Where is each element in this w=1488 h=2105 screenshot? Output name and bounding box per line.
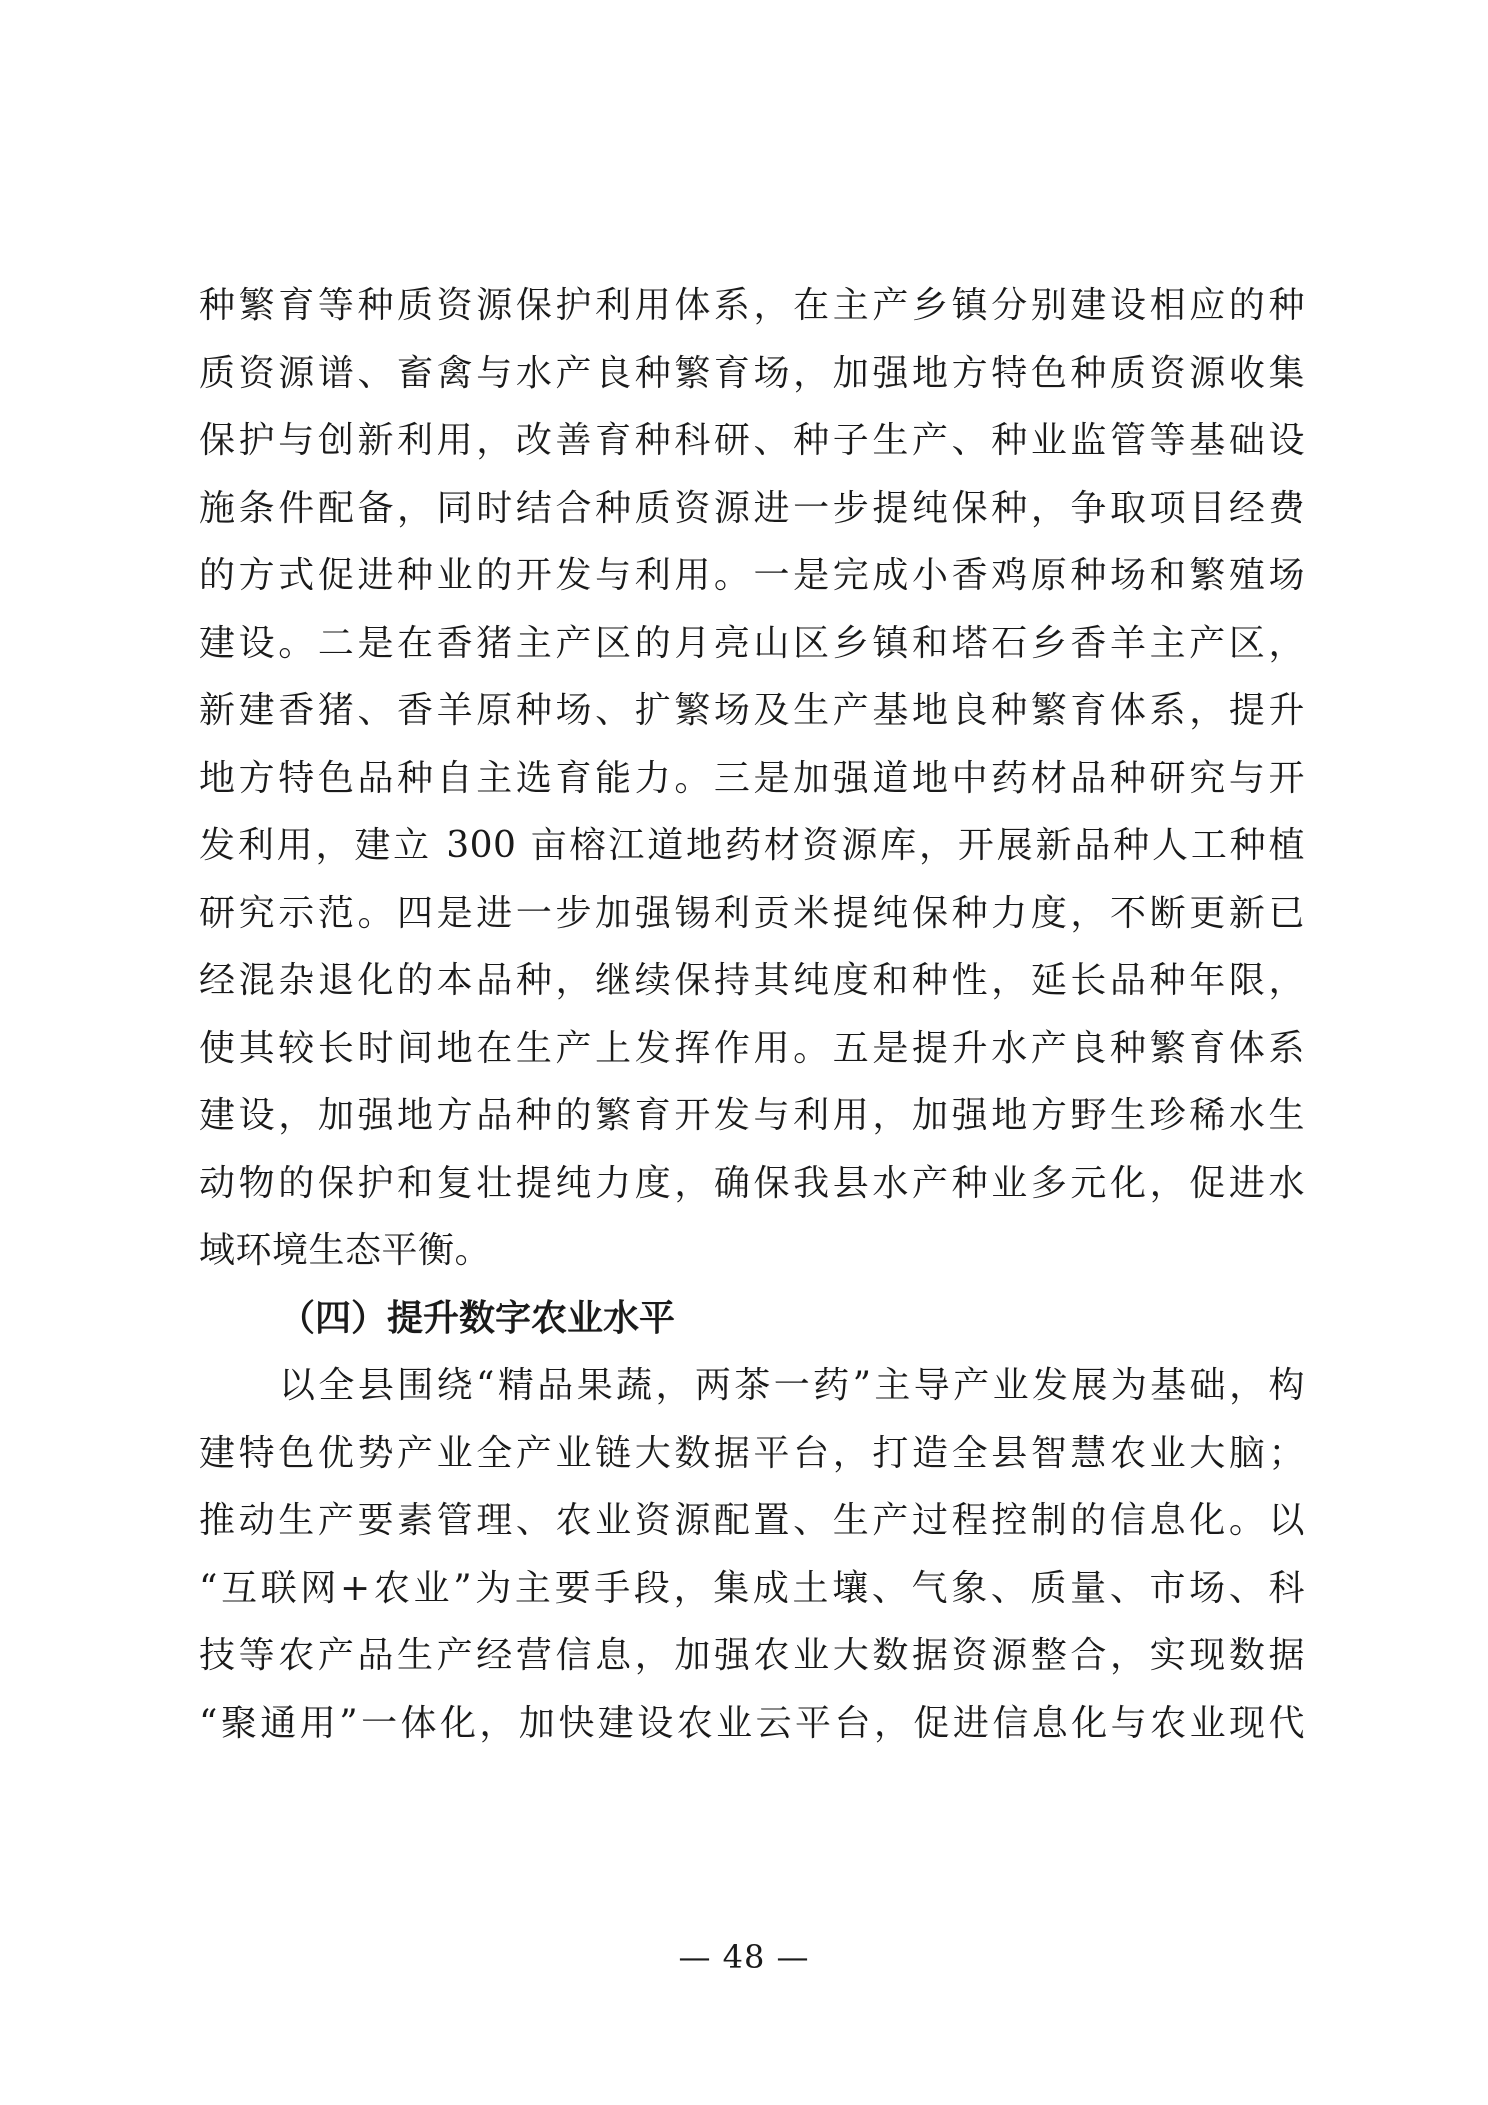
text-line: 的方式促进种业的开发与利用。一是完成小香鸡原种场和繁殖场 xyxy=(199,555,1305,596)
text-line: 使其较长时间地在生产上发挥作用。五是提升水产良种繁育体系 xyxy=(199,1027,1305,1069)
text-line: 动物的保护和复壮提纯力度，确保我县水产种业多元化，促进水 xyxy=(199,1162,1305,1204)
body-text xyxy=(199,272,1305,1757)
text-line: 种繁育等种质资源保护利用体系，在主产乡镇分别建设相应的种 xyxy=(199,285,1305,326)
text-line: 建设，加强地方品种的繁育开发与利用，加强地方野生珍稀水生 xyxy=(199,1095,1305,1136)
text-line: 质资源谱、畜禽与水产良种繁育场，加强地方特色种质资源收集 xyxy=(199,352,1305,394)
paragraph-2 xyxy=(199,1352,1305,1757)
paragraph-1 xyxy=(199,272,1305,1285)
text-line: 经混杂退化的本品种，继续保持其纯度和种性，延长品种年限， xyxy=(199,960,1305,1001)
text-line: 技等农产品生产经营信息，加强农业大数据资源整合，实现数据 xyxy=(199,1635,1305,1676)
text-line: “聚通用”一体化，加快建设农业云平台，促进信息化与农业现代 xyxy=(199,1702,1305,1744)
text-line: 建设。二是在香猪主产区的月亮山区乡镇和塔石乡香羊主产区， xyxy=(199,622,1305,664)
text-line: 域环境生态平衡。 xyxy=(199,1230,492,1271)
text-line: 地方特色品种自主选育能力。三是加强道地中药材品种研究与开 xyxy=(199,757,1305,799)
text-line: 推动生产要素管理、农业资源配置、生产过程控制的信息化。以 xyxy=(199,1500,1305,1541)
section-heading: （四）提升数字农业水平 xyxy=(279,1297,676,1339)
text-line: 以全县围绕“精品果蔬，两茶一药”主导产业发展为基础，构 xyxy=(279,1365,1305,1406)
text-line: 新建香猪、香羊原种场、扩繁场及生产基地良种繁育体系，提升 xyxy=(199,690,1305,731)
text-line: 发利用，建立 300 亩榕江道地药材资源库，开展新品种人工种植 xyxy=(199,825,1305,866)
page-number: — 48 — xyxy=(678,1938,810,1976)
text-line: 施条件配备，同时结合种质资源进一步提纯保种，争取项目经费 xyxy=(199,487,1305,529)
text-line: “互联网+农业”为主要手段，集成土壤、气象、质量、市场、科 xyxy=(199,1567,1305,1609)
text-line: 保护与创新利用，改善育种科研、种子生产、种业监管等基础设 xyxy=(199,420,1305,461)
text-line: 建特色优势产业全产业链大数据平台，打造全县智慧农业大脑； xyxy=(199,1432,1305,1474)
text-line: 研究示范。四是进一步加强锡利贡米提纯保种力度，不断更新已 xyxy=(199,892,1305,934)
